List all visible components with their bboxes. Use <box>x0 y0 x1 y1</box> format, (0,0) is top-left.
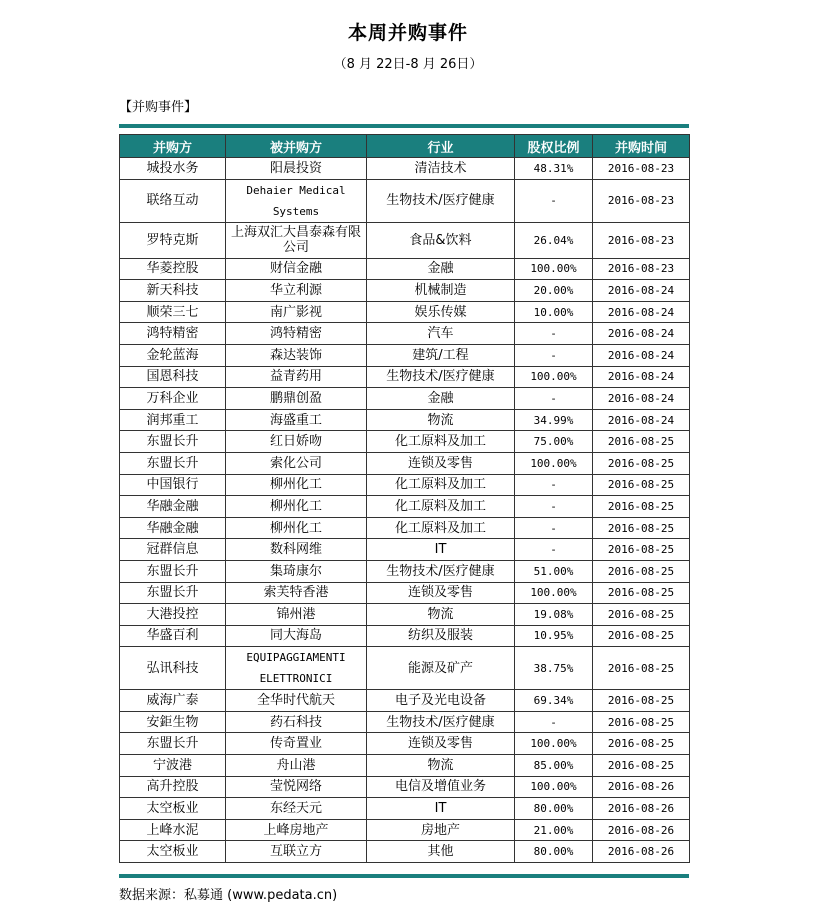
target-cell: 集琦康尔 <box>226 560 367 582</box>
target-cell: 舟山港 <box>226 755 367 777</box>
equity-ratio-cell: - <box>515 474 593 496</box>
target-cell: 红日娇吻 <box>226 431 367 453</box>
target-cell: 阳晨投资 <box>226 158 367 180</box>
acquirer-cell: 东盟长升 <box>120 431 226 453</box>
date-cell: 2016-08-25 <box>593 474 690 496</box>
acquirer-cell: 国恩科技 <box>120 366 226 388</box>
equity-ratio-cell: 20.00% <box>515 280 593 302</box>
target-cell: 莹悦网络 <box>226 776 367 798</box>
target-cell: 索化公司 <box>226 452 367 474</box>
date-cell: 2016-08-26 <box>593 841 690 863</box>
data-source-label: 数据来源：私募通 <box>119 888 224 903</box>
table-row <box>120 158 690 180</box>
date-cell: 2016-08-25 <box>593 647 690 690</box>
table-row <box>120 755 690 777</box>
industry-cell: 其他 <box>367 841 515 863</box>
industry-cell: 金融 <box>367 258 515 280</box>
date-cell: 2016-08-25 <box>593 604 690 626</box>
target-cell: 柳州化工 <box>226 517 367 539</box>
table-row <box>120 388 690 410</box>
table-row <box>120 776 690 798</box>
table-row <box>120 452 690 474</box>
table-row <box>120 841 690 863</box>
acquirer-cell: 城投水务 <box>120 158 226 180</box>
date-cell: 2016-08-25 <box>593 625 690 647</box>
acquirer-cell: 华融金融 <box>120 496 226 518</box>
table-row <box>120 517 690 539</box>
acquirer-cell: 上峰水泥 <box>120 819 226 841</box>
industry-cell: 物流 <box>367 409 515 431</box>
equity-ratio-cell: - <box>515 179 593 222</box>
table-row <box>120 280 690 302</box>
target-cell: 全华时代航天 <box>226 690 367 712</box>
industry-cell: 生物技术/医疗健康 <box>367 179 515 222</box>
industry-cell: IT <box>367 539 515 561</box>
industry-cell: 房地产 <box>367 819 515 841</box>
acquirer-cell: 华盛百利 <box>120 625 226 647</box>
equity-ratio-cell: - <box>515 496 593 518</box>
equity-ratio-cell: 100.00% <box>515 582 593 604</box>
table-row <box>120 179 690 222</box>
equity-ratio-cell: 48.31% <box>515 158 593 180</box>
table-row <box>120 496 690 518</box>
date-cell: 2016-08-26 <box>593 819 690 841</box>
equity-ratio-cell: 100.00% <box>515 452 593 474</box>
target-cell: 鹏鼎创盈 <box>226 388 367 410</box>
date-range-subtitle: （8 月 22日-8 月 26日） <box>333 57 483 72</box>
table-row <box>120 258 690 280</box>
table-header-row <box>120 135 690 158</box>
table-row <box>120 222 690 258</box>
date-cell: 2016-08-25 <box>593 539 690 561</box>
table-row <box>120 819 690 841</box>
header-industry: 行业 <box>367 135 515 158</box>
date-cell: 2016-08-23 <box>593 179 690 222</box>
table-row <box>120 625 690 647</box>
industry-cell: 化工原料及加工 <box>367 517 515 539</box>
date-cell: 2016-08-23 <box>593 258 690 280</box>
date-cell: 2016-08-24 <box>593 280 690 302</box>
target-cell: 海盛重工 <box>226 409 367 431</box>
equity-ratio-cell: 10.00% <box>515 301 593 323</box>
acquirer-cell: 顺荣三七 <box>120 301 226 323</box>
date-cell: 2016-08-25 <box>593 711 690 733</box>
table-row <box>120 409 690 431</box>
data-source-footer <box>119 884 337 903</box>
acquirer-cell: 鸿特精密 <box>120 323 226 345</box>
date-cell: 2016-08-25 <box>593 517 690 539</box>
table-row <box>120 582 690 604</box>
acquirer-cell: 高升控股 <box>120 776 226 798</box>
acquirer-cell: 弘讯科技 <box>120 647 226 690</box>
date-cell: 2016-08-25 <box>593 582 690 604</box>
target-cell: 上海双汇大昌泰森有限公司 <box>226 222 367 258</box>
equity-ratio-cell: 100.00% <box>515 366 593 388</box>
date-cell: 2016-08-25 <box>593 560 690 582</box>
table-row <box>120 323 690 345</box>
target-cell: 传奇置业 <box>226 733 367 755</box>
equity-ratio-cell: 26.04% <box>515 222 593 258</box>
acquirer-cell: 冠群信息 <box>120 539 226 561</box>
industry-cell: 纺织及服装 <box>367 625 515 647</box>
equity-ratio-cell: 100.00% <box>515 776 593 798</box>
target-cell: 财信金融 <box>226 258 367 280</box>
acquirer-cell: 太空板业 <box>120 798 226 820</box>
industry-cell: 生物技术/医疗健康 <box>367 711 515 733</box>
target-cell: 森达装饰 <box>226 344 367 366</box>
industry-cell: 连锁及零售 <box>367 582 515 604</box>
equity-ratio-cell: - <box>515 517 593 539</box>
header-date: 并购时间 <box>593 135 690 158</box>
header-target: 被并购方 <box>226 135 367 158</box>
acquirer-cell: 万科企业 <box>120 388 226 410</box>
date-cell: 2016-08-24 <box>593 409 690 431</box>
industry-cell: 电子及光电设备 <box>367 690 515 712</box>
table-row <box>120 647 690 690</box>
industry-cell: 化工原料及加工 <box>367 474 515 496</box>
industry-cell: 娱乐传媒 <box>367 301 515 323</box>
date-cell: 2016-08-24 <box>593 366 690 388</box>
equity-ratio-cell: 100.00% <box>515 733 593 755</box>
date-cell: 2016-08-26 <box>593 798 690 820</box>
table-row <box>120 711 690 733</box>
date-cell: 2016-08-23 <box>593 222 690 258</box>
target-cell: 数科网维 <box>226 539 367 561</box>
acquirer-cell: 大港投控 <box>120 604 226 626</box>
table-row <box>120 366 690 388</box>
target-cell: 互联立方 <box>226 841 367 863</box>
equity-ratio-cell: - <box>515 344 593 366</box>
acquirer-cell: 罗特克斯 <box>120 222 226 258</box>
equity-ratio-cell: 80.00% <box>515 798 593 820</box>
target-cell: 柳州化工 <box>226 474 367 496</box>
industry-cell: 能源及矿产 <box>367 647 515 690</box>
target-cell: 华立利源 <box>226 280 367 302</box>
acquirer-cell: 新天科技 <box>120 280 226 302</box>
equity-ratio-cell: 75.00% <box>515 431 593 453</box>
industry-cell: 化工原料及加工 <box>367 496 515 518</box>
target-cell: 柳州化工 <box>226 496 367 518</box>
industry-cell: 连锁及零售 <box>367 452 515 474</box>
target-cell: 益青药用 <box>226 366 367 388</box>
industry-cell: 化工原料及加工 <box>367 431 515 453</box>
acquirer-cell: 东盟长升 <box>120 733 226 755</box>
section-label: 【并购事件】 <box>119 100 198 115</box>
bottom-divider <box>119 874 689 878</box>
acquirer-cell: 华融金融 <box>120 517 226 539</box>
acquirer-cell: 宁波港 <box>120 755 226 777</box>
acquirer-cell: 太空板业 <box>120 841 226 863</box>
date-cell: 2016-08-25 <box>593 733 690 755</box>
industry-cell: 金融 <box>367 388 515 410</box>
industry-cell: 食品&饮料 <box>367 222 515 258</box>
industry-cell: 清洁技术 <box>367 158 515 180</box>
industry-cell: 生物技术/医疗健康 <box>367 560 515 582</box>
acquirer-cell: 华菱控股 <box>120 258 226 280</box>
table-row <box>120 344 690 366</box>
equity-ratio-cell: 21.00% <box>515 819 593 841</box>
equity-ratio-cell: 19.08% <box>515 604 593 626</box>
date-cell: 2016-08-24 <box>593 323 690 345</box>
equity-ratio-cell: 34.99% <box>515 409 593 431</box>
data-source-url: (www.pedata.cn) <box>227 888 338 903</box>
target-cell: Dehaier Medical Systems <box>226 179 367 222</box>
equity-ratio-cell: 80.00% <box>515 841 593 863</box>
target-cell: 同大海岛 <box>226 625 367 647</box>
industry-cell: 物流 <box>367 755 515 777</box>
mna-events-table <box>119 134 690 863</box>
header-acquirer: 并购方 <box>120 135 226 158</box>
table-row <box>120 733 690 755</box>
equity-ratio-cell: - <box>515 388 593 410</box>
industry-cell: 汽车 <box>367 323 515 345</box>
industry-cell: IT <box>367 798 515 820</box>
acquirer-cell: 联络互动 <box>120 179 226 222</box>
target-cell: 锦州港 <box>226 604 367 626</box>
acquirer-cell: 威海广泰 <box>120 690 226 712</box>
acquirer-cell: 安鉅生物 <box>120 711 226 733</box>
equity-ratio-cell: - <box>515 539 593 561</box>
top-divider <box>119 124 689 128</box>
acquirer-cell: 金轮蓝海 <box>120 344 226 366</box>
equity-ratio-cell: 38.75% <box>515 647 593 690</box>
equity-ratio-cell: 85.00% <box>515 755 593 777</box>
target-cell: 东经天元 <box>226 798 367 820</box>
target-cell: 鸿特精密 <box>226 323 367 345</box>
acquirer-cell: 东盟长升 <box>120 560 226 582</box>
date-cell: 2016-08-25 <box>593 431 690 453</box>
industry-cell: 电信及增值业务 <box>367 776 515 798</box>
date-cell: 2016-08-25 <box>593 690 690 712</box>
industry-cell: 连锁及零售 <box>367 733 515 755</box>
industry-cell: 建筑/工程 <box>367 344 515 366</box>
header-equity-ratio: 股权比例 <box>515 135 593 158</box>
acquirer-cell: 润邦重工 <box>120 409 226 431</box>
date-cell: 2016-08-23 <box>593 158 690 180</box>
target-cell: EQUIPAGGIAMENTI ELETTRONICI <box>226 647 367 690</box>
target-cell: 上峰房地产 <box>226 819 367 841</box>
table-row <box>120 560 690 582</box>
target-cell: 南广影视 <box>226 301 367 323</box>
equity-ratio-cell: 69.34% <box>515 690 593 712</box>
table-row <box>120 798 690 820</box>
table-row <box>120 431 690 453</box>
table-row <box>120 539 690 561</box>
equity-ratio-cell: 100.00% <box>515 258 593 280</box>
industry-cell: 生物技术/医疗健康 <box>367 366 515 388</box>
date-cell: 2016-08-25 <box>593 452 690 474</box>
date-cell: 2016-08-24 <box>593 301 690 323</box>
acquirer-cell: 中国银行 <box>120 474 226 496</box>
acquirer-cell: 东盟长升 <box>120 452 226 474</box>
date-cell: 2016-08-26 <box>593 776 690 798</box>
equity-ratio-cell: - <box>515 323 593 345</box>
target-cell: 索芙特香港 <box>226 582 367 604</box>
target-cell: 药石科技 <box>226 711 367 733</box>
industry-cell: 机械制造 <box>367 280 515 302</box>
date-cell: 2016-08-25 <box>593 496 690 518</box>
table-row <box>120 604 690 626</box>
equity-ratio-cell: 51.00% <box>515 560 593 582</box>
date-cell: 2016-08-24 <box>593 388 690 410</box>
table-row <box>120 474 690 496</box>
table-row <box>120 690 690 712</box>
date-cell: 2016-08-24 <box>593 344 690 366</box>
date-cell: 2016-08-25 <box>593 755 690 777</box>
equity-ratio-cell: 10.95% <box>515 625 593 647</box>
page-title: 本周并购事件 <box>347 22 468 44</box>
equity-ratio-cell: - <box>515 711 593 733</box>
table-row <box>120 301 690 323</box>
industry-cell: 物流 <box>367 604 515 626</box>
acquirer-cell: 东盟长升 <box>120 582 226 604</box>
